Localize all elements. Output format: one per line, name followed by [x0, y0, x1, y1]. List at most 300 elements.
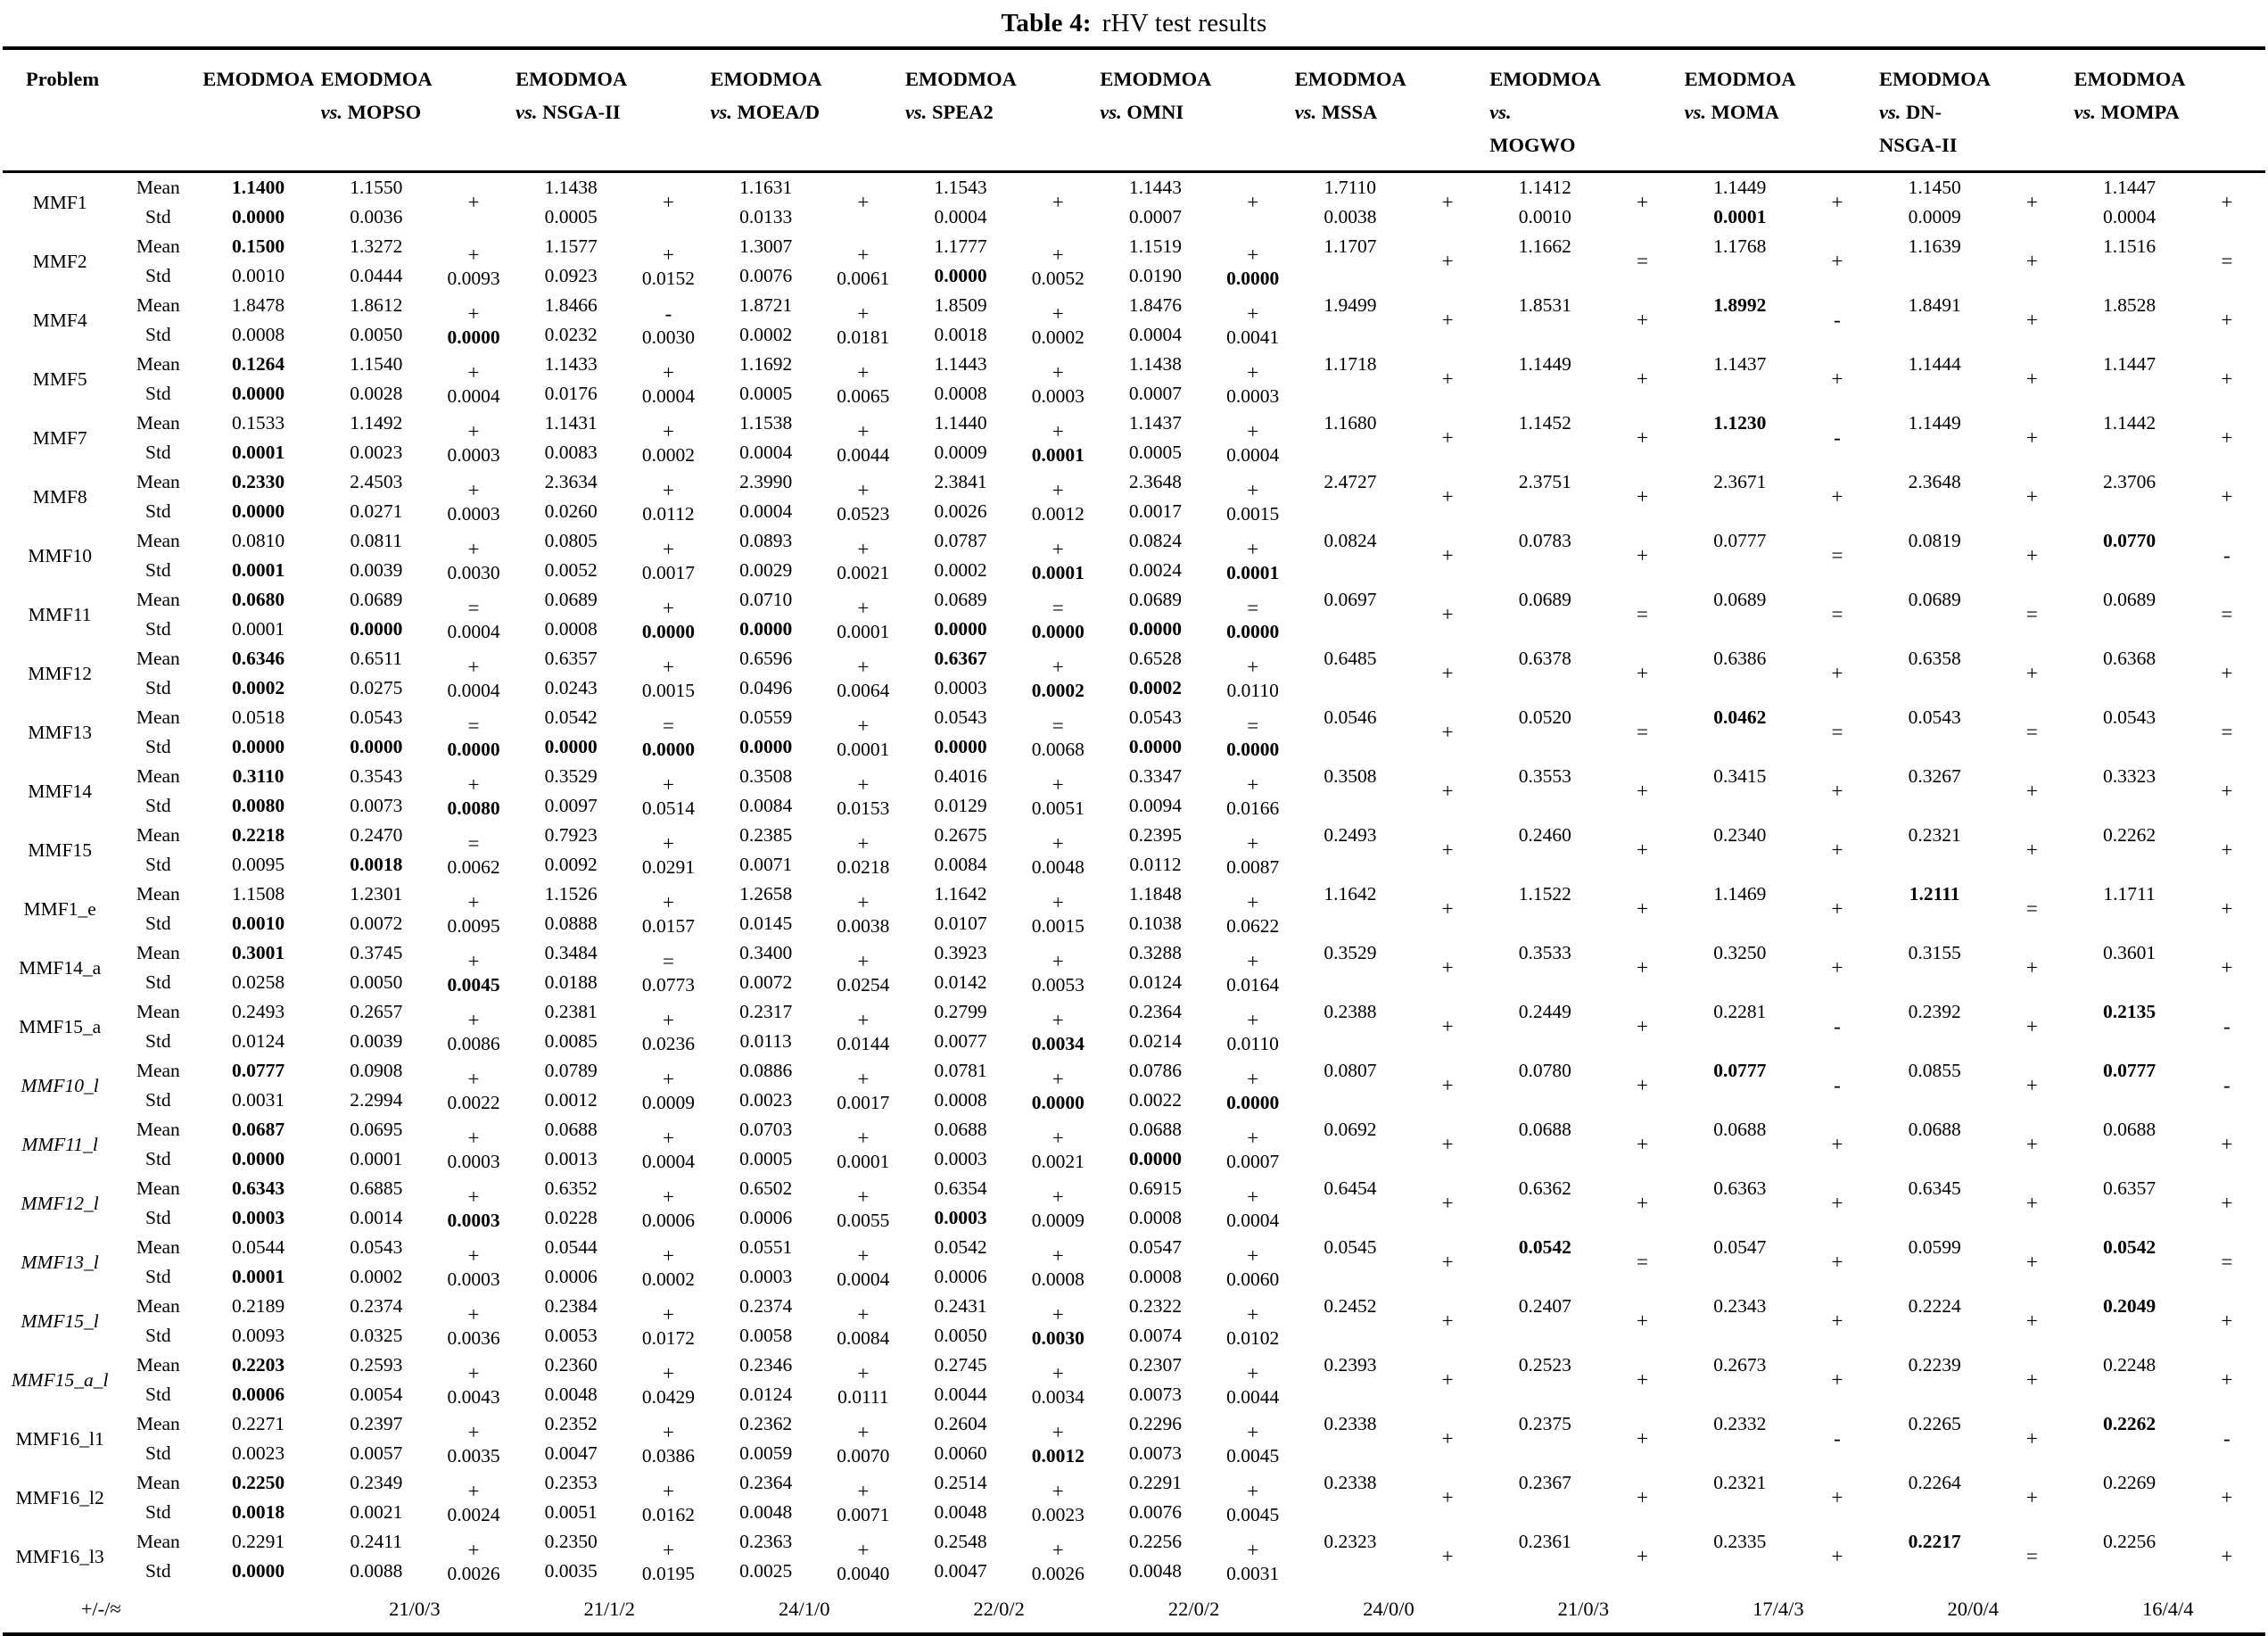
- significance-sign: +: [857, 891, 870, 913]
- stat-label-mean: Mean: [136, 706, 180, 728]
- table-row-mean: [3, 1233, 2265, 1262]
- group-0-std-value: 0.0021: [350, 1501, 403, 1523]
- group-3-sign-cell: [1019, 1115, 1096, 1174]
- significance-sign: +: [2025, 1133, 2038, 1155]
- table-row-std: [3, 850, 2265, 880]
- group-1-mean-value: 2.3634: [544, 471, 598, 492]
- group-9-std-value: [2070, 438, 2188, 467]
- extra-value: 0.0001: [837, 1151, 890, 1172]
- group-5-mean-value: 0.0692: [1324, 1119, 1377, 1140]
- group-8-std-value: [1876, 1262, 1993, 1292]
- significance-sign: +: [662, 1362, 674, 1384]
- group-8-std-value: [1876, 1027, 1993, 1056]
- group-4-std-value: 0.0073: [1128, 1384, 1183, 1405]
- group-6-mean-value: 0.6362: [1518, 1177, 1571, 1199]
- group-5-sign-cell: [1409, 1115, 1486, 1174]
- extra-value: 0.0386: [641, 1445, 695, 1467]
- group-1-sign-cell: [630, 172, 706, 233]
- emodmoa-std-value: 0.0010: [231, 265, 285, 286]
- significance-sign: +: [1441, 780, 1454, 802]
- significance-sign: +: [1247, 538, 1259, 560]
- group-1-sign-cell: [630, 1056, 706, 1115]
- stat-label-std: Std: [144, 1207, 171, 1228]
- group-3-mean-value: 0.2548: [934, 1531, 987, 1552]
- significance-sign: +: [467, 244, 480, 266]
- significance-sign: +: [1441, 839, 1454, 861]
- group-7-std-value: [1681, 1557, 1799, 1586]
- group-0-std-value: 0.0001: [350, 1148, 403, 1169]
- significance-sign: +: [1247, 420, 1259, 442]
- group-header-line2: [1489, 95, 1680, 128]
- group-header-line1: EMODMOA: [1100, 68, 1212, 90]
- group-9-std-value: [2070, 1439, 2188, 1468]
- significance-sign: +: [2025, 1074, 2038, 1096]
- extra-value: 0.0001: [1226, 562, 1280, 583]
- group-9-sign-cell: [2189, 1292, 2265, 1351]
- group-4-mean-value: 1.1438: [1128, 353, 1183, 375]
- significance-sign: +: [857, 479, 870, 501]
- significance-sign: +: [1247, 1362, 1259, 1384]
- group-7-mean-value: 1.1469: [1713, 883, 1767, 905]
- extra-value: 0.0053: [1031, 974, 1085, 996]
- group-2-std-value: 0.0006: [739, 1207, 793, 1228]
- extra-value: 0.0034: [1031, 1386, 1085, 1408]
- group-5-mean-value: 2.4727: [1324, 471, 1377, 492]
- stat-label-std: Std: [144, 500, 171, 522]
- group-header-line1: EMODMOA: [1489, 68, 1602, 90]
- emodmoa-mean-value: 0.1533: [231, 412, 285, 434]
- significance-sign: +: [1637, 1074, 1649, 1096]
- group-4-mean-value: 0.3347: [1128, 765, 1183, 787]
- group-1-std-value: 0.0243: [544, 677, 598, 698]
- significance-sign: +: [2221, 485, 2233, 508]
- group-4-sign-cell: [1215, 585, 1291, 644]
- group-7-std-value: [1681, 968, 1799, 997]
- group-1-std-value: 0.0012: [544, 1089, 598, 1111]
- group-1-std-value: 0.0047: [544, 1442, 598, 1464]
- group-9-std-value: [2070, 261, 2188, 291]
- significance-sign: +: [1052, 656, 1064, 678]
- stat-label-mean: Mean: [136, 353, 180, 375]
- table-row-std: [3, 379, 2265, 409]
- group-2-std-value: 0.0071: [739, 854, 793, 875]
- table-row-std: [3, 556, 2265, 585]
- group-3-sign-cell: [1019, 762, 1096, 821]
- significance-sign: -: [2223, 1427, 2231, 1450]
- group-7-std-value: [1681, 556, 1799, 585]
- group-9-mean-value: 2.3706: [2103, 471, 2157, 492]
- emodmoa-mean-value: 0.0810: [231, 530, 285, 551]
- group-5-mean-value: 1.1718: [1324, 353, 1377, 375]
- group-7-sign-cell: [1799, 703, 1876, 762]
- significance-sign: +: [1637, 1192, 1649, 1214]
- column-header-group-1: [512, 48, 706, 172]
- group-8-std-value: [1876, 909, 1993, 938]
- group-3-mean-value: 0.2604: [934, 1413, 987, 1434]
- extra-value: 0.0015: [1031, 915, 1085, 937]
- emodmoa-std-value: 0.0000: [231, 206, 285, 227]
- group-8-mean-value: 0.2239: [1908, 1354, 1961, 1376]
- problem-name: MMF13_l: [21, 1251, 99, 1273]
- extra-value: 0.0003: [1226, 385, 1280, 407]
- group-5-mean-value: 1.1707: [1324, 235, 1377, 257]
- significance-sign: +: [2221, 956, 2233, 979]
- group-9-sign-cell: [2189, 1468, 2265, 1527]
- group-8-mean-value: 0.2392: [1908, 1001, 1961, 1022]
- group-3-sign-cell: [1019, 232, 1096, 291]
- group-9-sign-cell: [2189, 1233, 2265, 1292]
- stat-label-mean: Mean: [136, 1354, 180, 1376]
- significance-sign: +: [2025, 250, 2038, 272]
- extra-value: 0.0000: [1226, 1092, 1280, 1113]
- group-2-sign-cell: [825, 1527, 902, 1586]
- group-8-mean-value: 0.2265: [1908, 1413, 1961, 1434]
- significance-sign: -: [1834, 1074, 1841, 1096]
- extra-value: 0.0164: [1226, 974, 1280, 996]
- group-6-mean-value: 0.2367: [1518, 1472, 1571, 1493]
- group-4-sign-cell: [1215, 938, 1291, 997]
- extra-value: 0.0021: [1031, 1151, 1085, 1172]
- group-9-std-value: [2070, 1203, 2188, 1233]
- group-8-std-value: [1876, 1321, 1993, 1351]
- stat-label-mean: Mean: [136, 1177, 180, 1199]
- group-9-sign-cell: [2189, 997, 2265, 1056]
- group-8-sign-cell: [1993, 1527, 2070, 1586]
- group-1-std-value: 0.0052: [544, 559, 598, 581]
- group-7-sign-cell: [1799, 291, 1876, 350]
- significance-sign: +: [857, 1068, 870, 1090]
- significance-sign: +: [467, 1480, 480, 1502]
- group-0-std-value: 0.0275: [350, 677, 403, 698]
- group-7-mean-value: 1.1449: [1713, 177, 1767, 198]
- significance-sign: +: [467, 420, 480, 442]
- column-header-group-8: [1876, 48, 2070, 172]
- group-6-sign-cell: [1604, 172, 1680, 233]
- group-header-line3: MOGWO: [1489, 134, 1576, 156]
- significance-sign: +: [857, 244, 870, 266]
- table-row-std: [3, 909, 2265, 938]
- group-3-mean-value: 0.2675: [934, 824, 987, 846]
- group-2-sign-cell: [825, 350, 902, 409]
- stat-label-std: Std: [144, 736, 171, 757]
- group-0-sign-cell: [435, 1468, 512, 1527]
- group-6-std-value: [1486, 1027, 1604, 1056]
- significance-sign: +: [2025, 485, 2038, 508]
- significance-sign: +: [1052, 1186, 1064, 1208]
- emodmoa-header-label: EMODMOA: [202, 68, 315, 90]
- group-4-std-value: 0.0017: [1128, 500, 1183, 522]
- group-9-sign-cell: [2189, 1115, 2265, 1174]
- group-4-std-value: 0.0000: [1128, 618, 1183, 640]
- group-1-mean-value: 0.6352: [544, 1177, 598, 1199]
- group-1-mean-value: 0.2381: [544, 1001, 598, 1022]
- group-0-mean-value: 1.3272: [350, 235, 403, 257]
- significance-sign: +: [467, 361, 480, 384]
- stat-label-mean: Mean: [136, 765, 180, 787]
- group-2-mean-value: 0.6502: [739, 1177, 793, 1199]
- group-7-mean-value: 0.0688: [1713, 1119, 1767, 1140]
- group-3-std-value: 0.0003: [934, 1148, 987, 1169]
- emodmoa-mean-value: 0.2493: [231, 1001, 285, 1022]
- problem-name: MMF16_l1: [15, 1427, 104, 1450]
- stat-label-std: Std: [144, 206, 171, 227]
- significance-sign: +: [857, 715, 870, 737]
- group-9-std-value: [2070, 1262, 2188, 1292]
- problem-name: MMF15: [28, 839, 92, 861]
- table-row-mean: [3, 1292, 2265, 1321]
- significance-sign: +: [1831, 485, 1843, 508]
- significance-sign: +: [1637, 1133, 1649, 1155]
- group-0-mean-value: 0.2397: [350, 1413, 403, 1434]
- group-2-std-value: 0.0145: [739, 913, 793, 934]
- group-9-sign-cell: [2189, 644, 2265, 703]
- group-3-sign-cell: [1019, 1233, 1096, 1292]
- summary-count-2: 24/1/0: [707, 1586, 902, 1634]
- group-9-sign-cell: [2189, 350, 2265, 409]
- extra-value: 0.0000: [447, 326, 500, 348]
- significance-sign: +: [1052, 950, 1064, 972]
- group-1-sign-cell: [630, 1174, 706, 1233]
- group-0-sign-cell: [435, 1351, 512, 1409]
- group-5-mean-value: 0.2338: [1324, 1472, 1377, 1493]
- emodmoa-mean-value: 0.0777: [231, 1060, 285, 1081]
- problem-name: MMF16_l2: [15, 1486, 104, 1508]
- group-4-sign-cell: [1215, 703, 1291, 762]
- significance-sign: +: [1052, 479, 1064, 501]
- extra-value: 0.0004: [447, 621, 500, 642]
- group-9-mean-value: 0.6357: [2103, 1177, 2157, 1199]
- group-7-mean-value: 2.3671: [1713, 471, 1767, 492]
- group-2-std-value: 0.0072: [739, 971, 793, 993]
- group-0-mean-value: 0.3745: [350, 942, 403, 963]
- group-8-sign-cell: [1993, 1351, 2070, 1409]
- group-3-sign-cell: [1019, 880, 1096, 938]
- group-9-std-value: [2070, 673, 2188, 703]
- group-0-sign-cell: [435, 585, 512, 644]
- group-4-std-value: 0.0048: [1128, 1560, 1183, 1582]
- significance-sign: +: [1831, 368, 1843, 390]
- table-row-mean: [3, 350, 2265, 379]
- group-1-std-value: 0.0888: [544, 913, 598, 934]
- group-5-mean-value: 0.2323: [1324, 1531, 1377, 1552]
- group-5-std-value: [1291, 909, 1409, 938]
- group-5-mean-value: 0.2493: [1324, 824, 1377, 846]
- group-7-sign-cell: [1799, 467, 1876, 526]
- emodmoa-mean-value: 0.6346: [231, 648, 285, 669]
- group-5-std-value: [1291, 673, 1409, 703]
- group-0-std-value: 0.0050: [350, 971, 403, 993]
- group-7-sign-cell: [1799, 938, 1876, 997]
- group-header-line1: EMODMOA: [2074, 68, 2186, 90]
- group-9-mean-value: 0.0770: [2103, 530, 2157, 551]
- group-2-mean-value: 0.2374: [739, 1295, 793, 1317]
- group-8-std-value: [1876, 791, 1993, 821]
- significance-sign: +: [2221, 1368, 2233, 1391]
- emodmoa-std-value: 0.0000: [231, 736, 285, 757]
- group-1-mean-value: 1.1526: [544, 883, 598, 905]
- significance-sign: +: [857, 950, 870, 972]
- group-5-sign-cell: [1409, 232, 1486, 291]
- group-6-sign-cell: [1604, 703, 1680, 762]
- significance-sign: +: [857, 361, 870, 384]
- group-6-sign-cell: [1604, 291, 1680, 350]
- group-6-sign-cell: [1604, 880, 1680, 938]
- extra-value: 0.0002: [1031, 680, 1085, 701]
- group-6-sign-cell: [1604, 1056, 1680, 1115]
- group-1-sign-cell: [630, 1115, 706, 1174]
- group-7-sign-cell: [1799, 585, 1876, 644]
- group-4-sign-cell: [1215, 1115, 1291, 1174]
- significance-sign: +: [2221, 191, 2233, 213]
- group-1-sign-cell: [630, 821, 706, 880]
- group-7-sign-cell: [1799, 1115, 1876, 1174]
- group-4-mean-value: 0.0547: [1128, 1236, 1183, 1258]
- group-4-mean-value: 0.2296: [1128, 1413, 1183, 1434]
- group-5-sign-cell: [1409, 1468, 1486, 1527]
- results-table: [3, 46, 2265, 1636]
- group-5-sign-cell: [1409, 467, 1486, 526]
- stat-label-mean: Mean: [136, 1413, 180, 1434]
- group-8-mean-value: 0.0688: [1908, 1119, 1961, 1140]
- group-1-sign-cell: [630, 1468, 706, 1527]
- group-3-mean-value: 1.1443: [934, 353, 987, 375]
- group-9-std-value: [2070, 850, 2188, 880]
- significance-sign: +: [2025, 544, 2038, 566]
- group-1-sign-cell: [630, 1233, 706, 1292]
- group-7-mean-value: 0.2281: [1713, 1001, 1767, 1022]
- extra-value: 0.0254: [837, 974, 890, 996]
- significance-sign: =: [662, 950, 674, 972]
- stat-label-std: Std: [144, 1148, 171, 1169]
- group-9-mean-value: 0.0689: [2103, 589, 2157, 610]
- group-0-std-value: 0.0054: [350, 1384, 403, 1405]
- group-8-mean-value: 1.1444: [1908, 353, 1961, 375]
- group-2-mean-value: 1.8721: [739, 294, 793, 316]
- extra-value: 0.0026: [447, 1563, 500, 1584]
- significance-sign: +: [662, 1244, 674, 1267]
- group-2-std-value: 0.0133: [739, 206, 793, 227]
- group-2-mean-value: 0.2317: [739, 1001, 793, 1022]
- group-6-std-value: [1486, 1439, 1604, 1468]
- extra-value: 0.0024: [447, 1504, 500, 1525]
- group-9-sign-cell: [2189, 938, 2265, 997]
- group-7-std-value: [1681, 1498, 1799, 1527]
- significance-sign: =: [1637, 1251, 1649, 1273]
- group-8-sign-cell: [1993, 1468, 2070, 1527]
- significance-sign: +: [1052, 1009, 1064, 1031]
- significance-sign: +: [1441, 309, 1454, 331]
- significance-sign: +: [1441, 426, 1454, 449]
- extra-value: 0.0044: [837, 444, 890, 466]
- group-6-std-value: [1486, 438, 1604, 467]
- significance-sign: +: [662, 1186, 674, 1208]
- group-3-std-value: 0.0048: [934, 1501, 987, 1523]
- significance-sign: +: [662, 1480, 674, 1502]
- group-0-sign-cell: [435, 291, 512, 350]
- extra-value: 0.0181: [837, 326, 890, 348]
- group-7-std-value: [1681, 732, 1799, 762]
- group-9-mean-value: 0.2049: [2103, 1295, 2157, 1317]
- significance-sign: +: [662, 1421, 674, 1443]
- significance-sign: -: [1834, 1015, 1841, 1037]
- table-row-std: [3, 202, 2265, 232]
- group-7-sign-cell: [1799, 232, 1876, 291]
- group-5-sign-cell: [1409, 1233, 1486, 1292]
- group-3-sign-cell: [1019, 997, 1096, 1056]
- significance-sign: +: [662, 361, 674, 384]
- group-1-std-value: 0.0008: [544, 618, 598, 640]
- group-3-mean-value: 0.2799: [934, 1001, 987, 1022]
- significance-sign: +: [1831, 1133, 1843, 1155]
- column-header-group-4: [1096, 48, 1291, 172]
- problem-name: MMF15_a_l: [11, 1368, 109, 1391]
- group-8-sign-cell: [1993, 291, 2070, 350]
- group-6-sign-cell: [1604, 1115, 1680, 1174]
- significance-sign: +: [1247, 1127, 1259, 1149]
- group-1-mean-value: 0.0542: [544, 706, 598, 728]
- group-9-sign-cell: [2189, 291, 2265, 350]
- group-6-std-value: 0.0010: [1518, 206, 1571, 227]
- group-1-sign-cell: [630, 1527, 706, 1586]
- table-row-mean: [3, 1527, 2265, 1557]
- significance-sign: +: [467, 1362, 480, 1384]
- group-1-mean-value: 0.0544: [544, 1236, 598, 1258]
- significance-sign: =: [467, 715, 480, 737]
- problem-name: MMF14_a: [19, 956, 102, 979]
- significance-sign: +: [2025, 368, 2038, 390]
- significance-sign: +: [2025, 426, 2038, 449]
- problem-name: MMF14: [28, 780, 92, 802]
- significance-sign: +: [1247, 1539, 1259, 1561]
- group-7-sign-cell: [1799, 1351, 1876, 1409]
- extra-value: 0.0084: [837, 1327, 890, 1349]
- stat-label-mean: Mean: [136, 942, 180, 963]
- group-5-std-value: [1291, 379, 1409, 409]
- group-2-sign-cell: [825, 1115, 902, 1174]
- significance-sign: +: [857, 1303, 870, 1326]
- significance-sign: +: [1637, 1486, 1649, 1508]
- group-8-std-value: [1876, 438, 1993, 467]
- group-7-sign-cell: [1799, 1409, 1876, 1468]
- group-0-mean-value: 0.2349: [350, 1472, 403, 1493]
- significance-sign: +: [857, 773, 870, 796]
- extra-value: 0.0008: [1031, 1268, 1085, 1290]
- group-0-sign-cell: [435, 526, 512, 585]
- significance-sign: =: [1052, 597, 1064, 619]
- significance-sign: +: [1441, 250, 1454, 272]
- group-5-std-value: [1291, 497, 1409, 526]
- group-7-mean-value: 0.3250: [1713, 942, 1767, 963]
- group-3-sign-cell: [1019, 1351, 1096, 1409]
- significance-sign: +: [1441, 1310, 1454, 1332]
- group-5-std-value: [1291, 1086, 1409, 1115]
- extra-value: 0.0041: [1226, 326, 1280, 348]
- group-0-std-value: 0.0018: [350, 854, 403, 875]
- group-2-std-value: 0.0002: [739, 324, 793, 345]
- group-4-mean-value: 0.2291: [1128, 1472, 1183, 1493]
- group-6-mean-value: 0.6378: [1518, 648, 1571, 669]
- group-8-sign-cell: [1993, 938, 2070, 997]
- group-7-mean-value: 0.0777: [1713, 1060, 1767, 1081]
- emodmoa-mean-value: 1.8478: [231, 294, 285, 316]
- group-4-sign-cell: [1215, 762, 1291, 821]
- problem-name: MMF10_l: [21, 1074, 99, 1096]
- stat-label-mean: Mean: [136, 1001, 180, 1022]
- group-2-mean-value: 0.0551: [739, 1236, 793, 1258]
- problem-name: MMF1_e: [23, 897, 96, 920]
- significance-sign: +: [467, 1068, 480, 1090]
- group-2-std-value: 0.0496: [739, 677, 793, 698]
